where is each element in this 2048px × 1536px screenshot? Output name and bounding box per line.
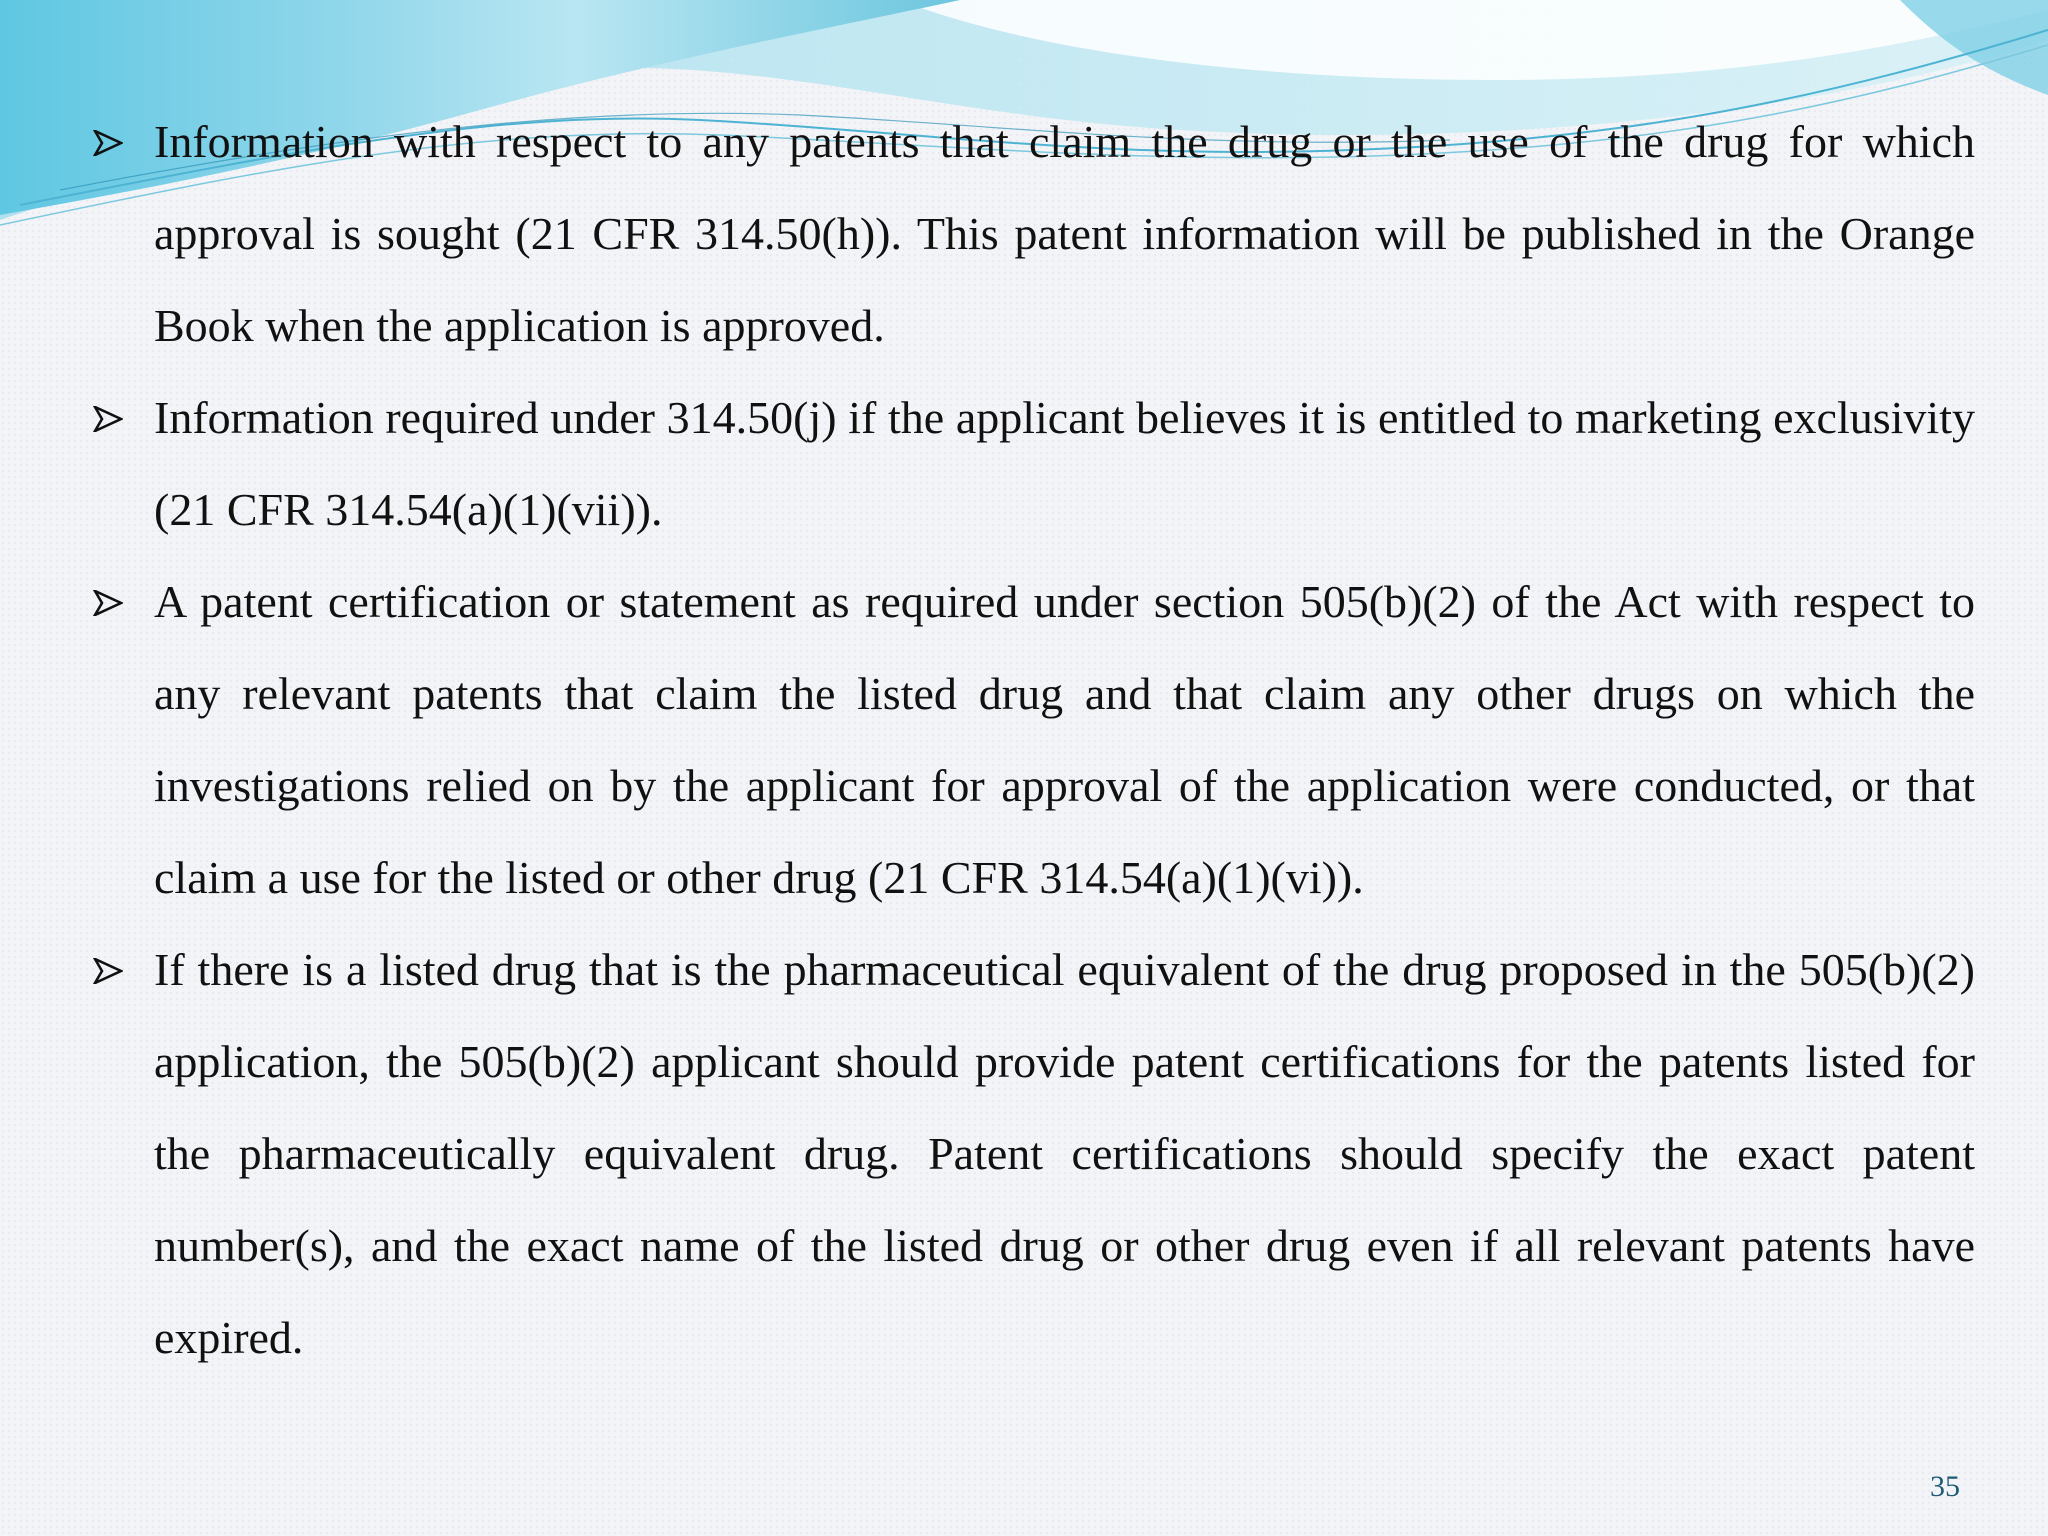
bullet-item-patent-information xyxy=(93,96,1975,372)
bullet-item-pharmaceutical-equivalent xyxy=(93,924,1975,1384)
bullet-item-patent-certification xyxy=(93,556,1975,924)
arrowhead-bullet-icon xyxy=(93,406,123,432)
bullet-text: If there is a listed drug that is the pharmaceutical equivalent of the drug proposed in the 505(b)(2) application, the 505(b)(2) applicant should provide patent certifications for the patents listed for the pharmaceutically equivalent drug. Patent certifications should specify the exact patent number(s), and the exact name of the listed drug or other drug even if all relevant patents have expired. xyxy=(154,944,1975,1363)
slide-body xyxy=(93,96,1975,1384)
page-number: 35 xyxy=(1930,1470,1960,1503)
arrowhead-bullet-icon xyxy=(93,958,123,984)
bullet-text: Information with respect to any patents that claim the drug or the use of the drug for which approval is sought (21 CFR 314.50(h)). This patent information will be published in the Orange Book when the application is approved. xyxy=(154,116,1975,351)
bullet-text: A patent certification or statement as required under section 505(b)(2) of the Act with respect to any relevant patents that claim the listed drug and that claim any other drugs on which the investigations relied on by the applicant for approval of the application were conducted, or that claim a use for the listed or other drug (21 CFR 314.54(a)(1)(vi)). xyxy=(154,576,1975,903)
bullet-text: Information required under 314.50(j) if the applicant believes it is entitled to marketing exclusivity (21 CFR 314.54(a)(1)(vii)). xyxy=(154,392,1975,535)
arrowhead-bullet-icon xyxy=(93,130,123,156)
arrowhead-bullet-icon xyxy=(93,590,123,616)
bullet-item-marketing-exclusivity xyxy=(93,372,1975,556)
